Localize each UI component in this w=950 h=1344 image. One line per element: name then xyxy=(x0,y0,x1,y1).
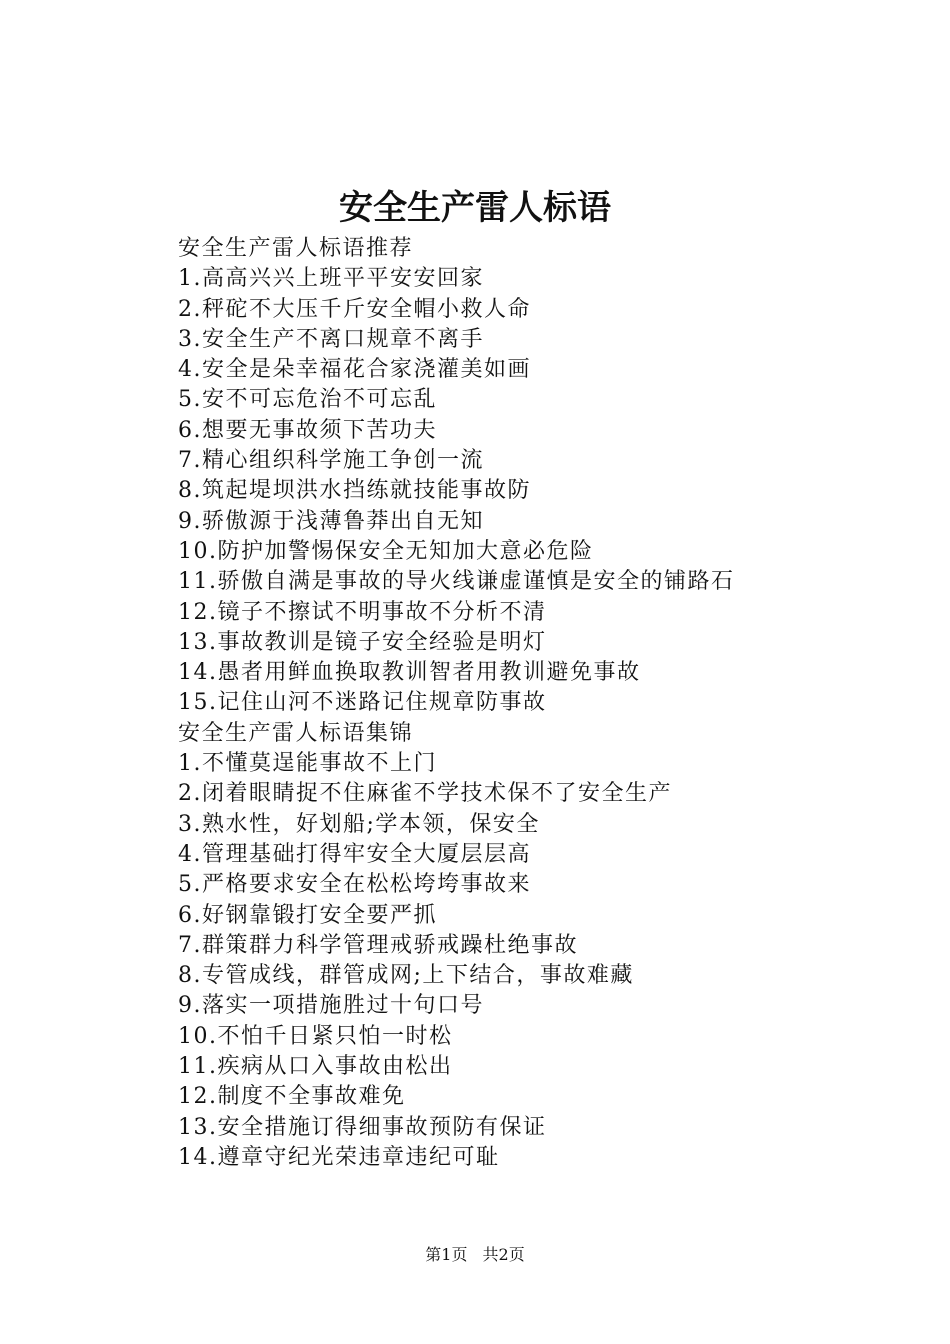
document-line: 13.事故教训是镜子安全经验是明灯 xyxy=(178,629,547,655)
document-line: 4.管理基础打得牢安全大厦层层高 xyxy=(178,841,531,867)
document-line: 5.严格要求安全在松松垮垮事故来 xyxy=(178,872,531,898)
document-line: 6.想要无事故须下苦功夫 xyxy=(178,417,437,443)
document-line: 9.落实一项措施胜过十句口号 xyxy=(178,993,484,1019)
document-line: 10.防护加警惕保安全无知加大意必危险 xyxy=(178,538,594,564)
document-line: 5.安不可忘危治不可忘乱 xyxy=(178,387,437,413)
document-line: 12.制度不全事故难免 xyxy=(178,1084,406,1110)
page-number: 第1页 xyxy=(425,1245,468,1264)
document-title: 安全生产雷人标语 xyxy=(339,188,611,228)
document-line: 11.疾病从口入事故由松出 xyxy=(178,1054,453,1080)
document-line: 3.安全生产不离口规章不离手 xyxy=(178,326,484,352)
document-line: 15.记住山河不迷路记住规章防事故 xyxy=(178,690,547,716)
document-line: 12.镜子不擦试不明事故不分析不清 xyxy=(178,599,547,625)
document-line: 7.精心组织科学施工争创一流 xyxy=(178,448,484,474)
document-line: 3.熟水性，好划船;学本领，保安全 xyxy=(178,811,540,837)
document-line: 1.不懂莫逞能事故不上门 xyxy=(178,751,437,777)
document-line: 8.专管成线，群管成网;上下结合，事故难藏 xyxy=(178,963,634,989)
page-footer xyxy=(0,1243,950,1267)
document-line: 10.不怕千日紧只怕一时松 xyxy=(178,1023,453,1049)
slogan-list xyxy=(178,234,938,1173)
document-line: 安全生产雷人标语推荐 xyxy=(178,236,414,261)
document-line: 11.骄傲自满是事故的导火线谦虚谨慎是安全的铺路石 xyxy=(178,569,735,595)
page-total: 共2页 xyxy=(482,1245,525,1264)
document-line: 14.遵章守纪光荣违章违纪可耻 xyxy=(178,1144,500,1170)
document-line: 1.高高兴兴上班平平安安回家 xyxy=(178,266,484,292)
document-line: 7.群策群力科学管理戒骄戒躁杜绝事故 xyxy=(178,932,578,958)
document-line: 4.安全是朵幸福花合家浇灌美如画 xyxy=(178,357,531,383)
document-line: 安全生产雷人标语集锦 xyxy=(178,720,414,746)
document-line: 13.安全措施订得细事故预防有保证 xyxy=(178,1114,547,1140)
document-line: 2.闭着眼睛捉不住麻雀不学技术保不了安全生产 xyxy=(178,781,672,807)
document-line: 9.骄傲源于浅薄鲁莽出自无知 xyxy=(178,508,484,534)
document-line: 8.筑起堤坝洪水挡练就技能事故防 xyxy=(178,478,531,504)
document-line: 14.愚者用鲜血换取教训智者用教训避免事故 xyxy=(178,660,641,686)
document-line: 2.秤砣不大压千斤安全帽小救人命 xyxy=(178,296,531,322)
document-line: 6.好钢靠锻打安全要严抓 xyxy=(178,902,437,928)
